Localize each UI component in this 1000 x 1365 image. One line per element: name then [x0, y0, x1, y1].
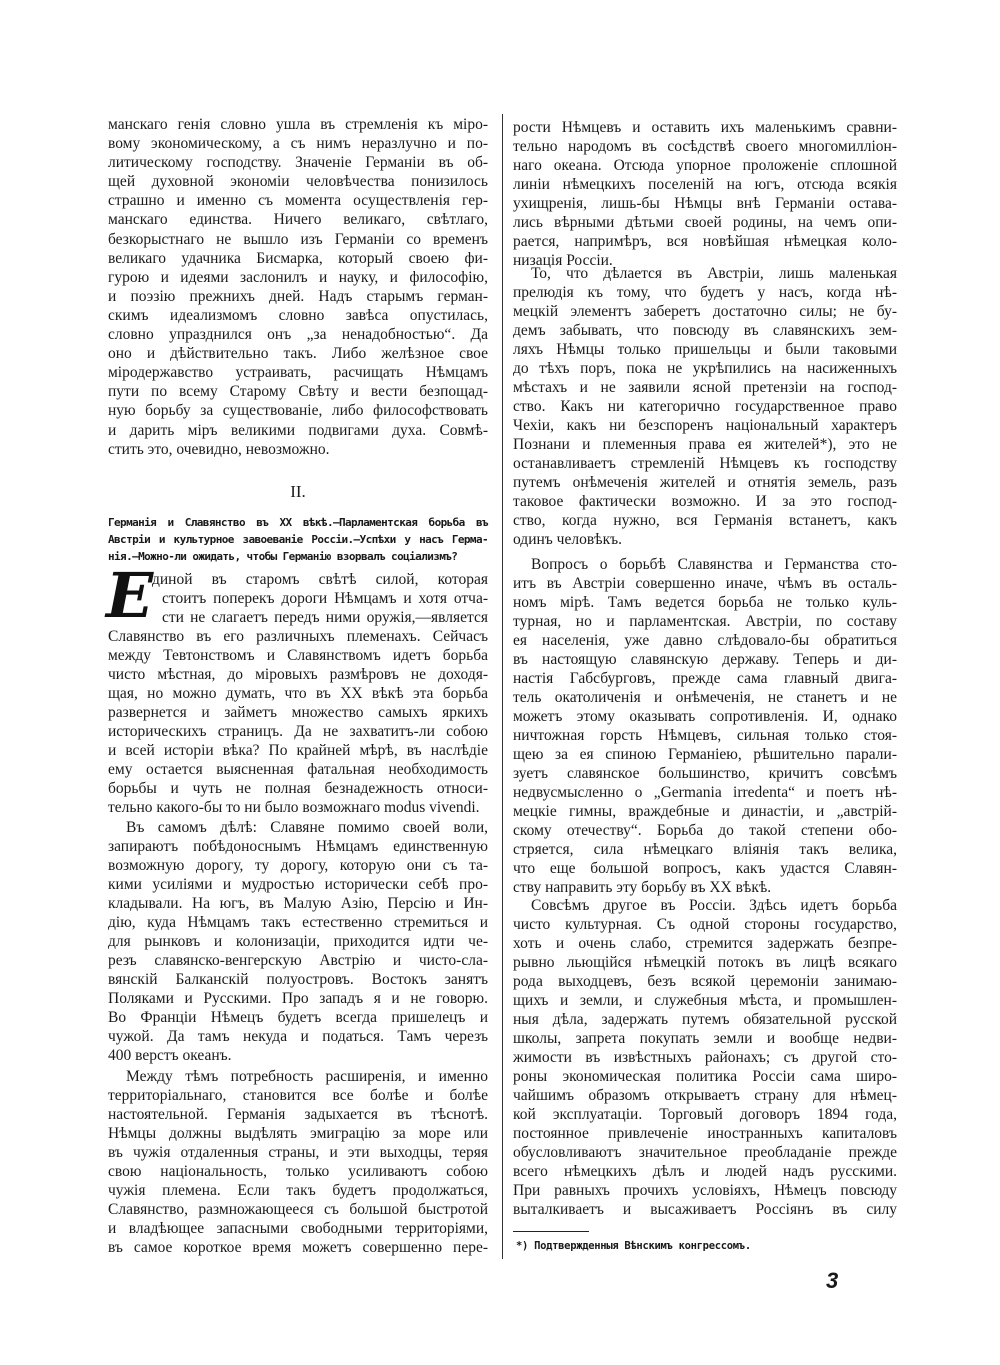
text-line: постоянное привлеченіе иностранныхъ капиталовъ — [513, 1125, 897, 1142]
text-line: и всей исторіи вѣка? По крайней мѣрѣ, въ наслѣдіе — [108, 742, 488, 759]
text-line: мѣстахъ и не заявили ясной претензіи на господ- — [513, 379, 897, 396]
text-line: жимости въ извѣстныхъ районахъ; съ другой сто- — [513, 1049, 897, 1066]
text-line: ство. Какъ ни категорично государственное право — [513, 398, 897, 415]
paragraph — [513, 555, 897, 897]
text-line: Между тѣмъ потребность расширенія, и именно — [126, 1068, 488, 1085]
text-line: ную борьбу за существованіе, либо философствовать — [108, 402, 488, 420]
text-line: ство, когда нужно, вся Германія встанетъ, какъ — [513, 512, 897, 529]
text-line: кими усиліями и мудростью исторически себѣ про- — [108, 876, 488, 893]
text-line: рается, напримѣръ, вся новѣйшая нѣмецкая коло- — [513, 233, 897, 250]
text-line: дію, куда Нѣмцамъ такъ естественно стремиться и — [108, 914, 488, 931]
text-line: турная, но и парламентская. Австріи, по составу — [513, 613, 897, 630]
text-line: Вопросъ о борьбѣ Славянства и Германства сто- — [531, 556, 897, 573]
text-line: чайшимъ образомъ открываетъ страну для нѣмец- — [513, 1087, 897, 1104]
text-line: до тѣхъ поръ, пока не укрѣпились на насиженныхъ — [513, 360, 897, 377]
text-line: итъ въ Австріи совершенно иначе, чѣмъ въ осталь- — [513, 575, 897, 592]
text-line: мецкій элементъ заберетъ достаточно силы; не бу- — [513, 303, 897, 320]
text-line: сти не слагаетъ передъ ними оружія,—является — [162, 609, 488, 626]
text-line: чисто культурная. Съ одной стороны государство, — [513, 916, 897, 933]
text-line: ству направить эту борьбу въ XX вѣкѣ. — [513, 879, 772, 896]
text-line: При равныхъ прочихъ условіяхъ, Нѣмецъ повсюду — [513, 1182, 897, 1199]
text-line: великаго удачника Бисмарка, который своею фи- — [108, 249, 488, 267]
text-line: ея населенія, уже давно слѣдовало-бы обратиться — [513, 632, 897, 649]
text-line: рости Нѣмцевъ и оставить ихъ маленькимъ сравни- — [513, 119, 897, 136]
text-line: кой эксплуатаціи. Торговый договоръ 1894 года, — [513, 1106, 897, 1123]
text-line: Поляками и Русскими. Про западъ я и не говорю. — [108, 990, 488, 1007]
text-line: щихъ и земли, и служебныя мѣста, и промышлен- — [513, 992, 897, 1009]
text-line: территоріальнаго, становится все болѣе и болѣе — [108, 1087, 488, 1104]
text-line: и поэзію прежнихъ дней. Надъ старымъ герман- — [108, 287, 488, 305]
text-line: низація Россіи. — [513, 252, 613, 269]
text-line: зуетъ славянское большинство, кричитъ совсѣмъ — [513, 765, 897, 782]
text-line: литическому господству. Значеніе Германіи въ об- — [108, 154, 488, 172]
text-line: диной въ старомъ свѣтѣ силой, которая — [152, 571, 488, 588]
text-line: Совсѣмъ другое въ Россіи. Здѣсь идетъ борьба — [531, 897, 897, 914]
text-line: путемъ онѣмеченія жителей и отнятія земель, разъ — [513, 474, 897, 491]
column-divider — [502, 114, 503, 1259]
text-line: резъ славянско-венгерскую Австрію и чисто-сла- — [108, 952, 488, 969]
text-line: стить это, очевидно, невозможно. — [108, 440, 330, 458]
text-line: рывно льющійся нѣмецкій потокъ въ лицѣ всякаго — [513, 954, 897, 971]
text-line: обусловливаютъ значительное преобладаніе прежде — [513, 1144, 897, 1161]
text-line: манскаго генія словно ушла въ стремленія къ міро- — [108, 116, 488, 133]
footnote-rule — [513, 1231, 589, 1232]
text-line: чужія племена. Если такъ будетъ продолжаться, — [108, 1182, 488, 1199]
text-line: тель окатоличенія и онѣмеченія, не станетъ и не — [513, 689, 897, 706]
text-line: настоятельной. Германія задыхается въ тѣснотѣ. — [108, 1106, 488, 1123]
text-line: прелюдія къ тому, что будетъ у насъ, когда нѣ- — [513, 284, 897, 301]
text-line: номъ мірѣ. Тамъ ведется борьба не только куль- — [513, 594, 897, 611]
text-line: кладывали. На югъ, въ Малую Азію, Персію и Ин- — [108, 895, 488, 912]
text-line: и дарить міръ великими подвигами духа. Совмѣ- — [108, 421, 488, 439]
text-line: словно упразднился онъ „за ненадобностью“. Да — [108, 326, 488, 344]
text-line: борьбы и чуть не полная безнадежность относи- — [108, 780, 488, 797]
text-line: чужой. Да тамъ некуда и податься. Тамъ черезъ — [108, 1028, 488, 1045]
text-line: лись вѣрными дѣтьми своей родины, на чемъ опи- — [513, 214, 897, 231]
text-line: нія.—Можно-ли ожидать, чтобы Германію взорвалъ соціализмъ? — [108, 550, 458, 563]
text-line: ухищренія, лишь-бы Нѣмцы внѣ Германіи остава- — [513, 195, 897, 212]
text-line: всего нѣмецкихъ дѣлъ и людей надъ русскими. — [513, 1163, 897, 1180]
text-line: свою національность, только усиливаютъ собою — [108, 1163, 488, 1180]
text-line: наго океана. Отсюда упорное проложеніе сплошной — [513, 157, 897, 174]
paragraph — [108, 818, 488, 1065]
text-line: одинъ человѣкъ. — [513, 531, 622, 548]
section-summary — [108, 514, 488, 565]
text-line: и владѣющее запасными свободными территоріями, — [108, 1220, 488, 1237]
paragraph — [108, 570, 488, 817]
text-line: безкорыстнаго не вышло изъ Германіи со временъ — [108, 230, 488, 248]
text-line: скому отечеству“. Борьба до такой степени обо- — [513, 822, 897, 839]
text-line: мецкіе гимны, враждебные и династіи, и „австрій- — [513, 803, 897, 820]
text-line: щей духовной экономіи человѣчества понизилось — [108, 173, 488, 191]
text-line: недвусмысленно о „Germania irredenta“ и поетъ нѣ- — [513, 784, 897, 801]
paragraph — [108, 1067, 488, 1257]
text-line: страшно и именно съ момента осуществленія гер- — [108, 192, 488, 210]
text-line: гурою и идеями заслонилъ и науку, и философію, — [108, 268, 488, 286]
text-line: Во Франціи Нѣмецъ будетъ всегда пришелецъ и — [108, 1009, 488, 1026]
page-number: 3 — [826, 1268, 839, 1293]
text-line: между Тевтонствомъ и Славянствомъ идетъ борьба — [108, 647, 488, 664]
text-line: настія Габсбурговъ, прежде сама главный двига- — [513, 670, 897, 687]
text-line: возможную дорогу, ту дорогу, которую они съ та- — [108, 857, 488, 874]
text-line: тельно какого-бы то ни было возможнаго modus vivendi. — [108, 799, 480, 816]
text-line: тельно народомъ въ сосѣдствѣ своего многомилліон- — [513, 138, 897, 155]
text-line: міродержавство устраивать, расчищать Нѣмцамъ — [108, 364, 488, 382]
text-line: оно и дѣйствительно такъ. Либо желѣзное свое — [108, 345, 488, 363]
paragraph — [108, 115, 488, 459]
text-line: чисто мѣстная, до міровыхъ размѣровъ не доходя- — [108, 666, 488, 683]
text-line: запираютъ побѣдоноснымъ Нѣмцамъ единственную — [108, 838, 488, 855]
text-line: историческихъ страницъ. Да не захватитъ-ли собою — [108, 723, 488, 740]
text-line: вянскій Балканскій полуостровъ. Востокъ занятъ — [108, 971, 488, 988]
footnote: *) Подтвержденныя Вѣнскимъ конгрессомъ. — [516, 1240, 751, 1252]
text-line: школы, запрета покупать земли и вообще недви- — [513, 1030, 897, 1047]
text-line: Австріи и культурное завоеваніе Россіи.—Успѣхи у насъ Герма- — [108, 533, 488, 546]
text-line: роны экономическая политика Россіи сама широ- — [513, 1068, 897, 1085]
drop-cap: Е — [106, 559, 154, 632]
text-line: Славянство, размножающееся съ большой быстротой — [108, 1201, 488, 1218]
text-line: для рынковъ и колонизаціи, приходится идти че- — [108, 933, 488, 950]
paragraph — [513, 264, 897, 549]
text-line: щею за ея спиною Германіею, рѣшительно парали- — [513, 746, 897, 763]
text-line: выталкиваетъ и высаживаетъ Россіянъ въ силу — [513, 1201, 897, 1218]
text-line: рода выходцевъ, безъ всякой церемоніи занимаю- — [513, 973, 897, 990]
text-line: въ чужія отдаленныя страны, и эти выходцы, теряя — [108, 1144, 488, 1161]
text-line: Германія и Славянство въ XX вѣкѣ.—Парламентская борьба въ — [108, 516, 488, 529]
text-line: 400 верстъ океанъ. — [108, 1047, 232, 1064]
text-line: То, что дѣлается въ Австріи, лишь маленькая — [531, 265, 897, 282]
text-line: демъ забывать, что повсюду въ славянскихъ зем- — [513, 322, 897, 339]
text-line: что еще большой вопросъ, какъ удастся Славян- — [513, 860, 897, 877]
text-line: вому экономическому, а съ нимъ неразлучно и по- — [108, 135, 488, 153]
text-line: манскаго единства. Ничего великаго, свѣтлаго, — [108, 211, 488, 229]
text-line: линіи нѣмецкихъ поселеній на югъ, отсюда всякія — [513, 176, 897, 193]
text-line: ныя дѣла, задержать путемъ обязательной русской — [513, 1011, 897, 1028]
text-line: стоитъ поперекъ дороги Нѣмцамъ и хотя отча- — [162, 590, 488, 607]
text-line: Въ самомъ дѣлѣ: Славяне помимо своей воли, — [126, 819, 488, 836]
text-line: въ настоящую славянскую державу. Теперь и ди- — [513, 651, 897, 668]
text-line: можетъ этому оказывать сопротивленія. И, однако — [513, 708, 897, 725]
text-line: развернется и займетъ множество самыхъ яркихъ — [108, 704, 488, 721]
text-line: ляхъ Нѣмцы только пришельцы и были таковыми — [513, 341, 897, 358]
text-line: пути по всему Старому Свѣту и вести безпощад- — [108, 383, 488, 401]
text-line: ничтожная горсть Нѣмцевъ, сильная только стоя- — [513, 727, 897, 744]
text-line: ему остается выясненная фатальная необходимость — [108, 761, 488, 778]
text-line: Славянство въ его различныхъ племенахъ. Сейчасъ — [108, 628, 488, 645]
text-line: скимъ идеализмомъ словно завѣса опустилась, — [108, 306, 488, 324]
text-line: Познани и племенныя права ея жителей*), это не — [513, 436, 897, 453]
text-line: щая, но можно думать, что въ XX вѣкѣ эта борьба — [108, 685, 488, 702]
section-numeral: II. — [290, 482, 306, 501]
text-line: таковое фактически возможно. И за это господ- — [513, 493, 897, 510]
text-line: хоть и очень слабо, стремится задержать безпре- — [513, 935, 897, 952]
paragraph — [513, 118, 897, 270]
text-line: въ самое короткое время можетъ совершенно пере- — [108, 1239, 488, 1256]
text-line: Чехіи, какъ ни безспоренъ національный характеръ — [513, 417, 897, 434]
paragraph — [513, 896, 897, 1219]
text-line: стряется, сила нѣмецкаго вліянія такъ велика, — [513, 841, 897, 858]
text-line: останавливаетъ стремленій Нѣмцевъ къ господству — [513, 455, 897, 472]
text-line: Нѣмцы должны выдѣлять эмиграцію за море или — [108, 1125, 488, 1142]
